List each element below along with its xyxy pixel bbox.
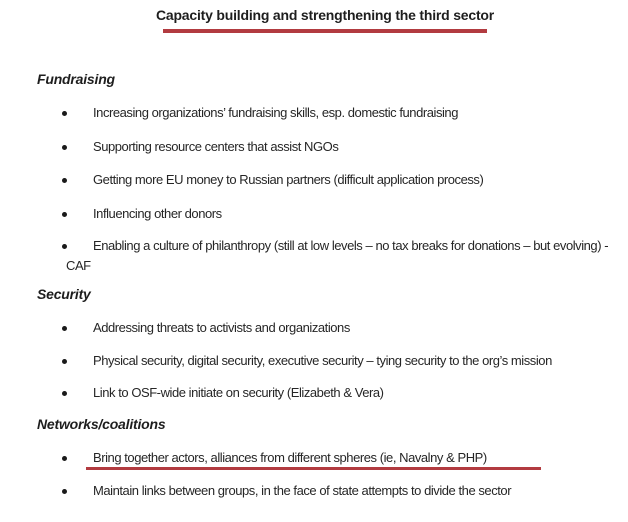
bullet-text: Getting more EU money to Russian partners (difficult application process)	[93, 172, 484, 187]
bullet-text: Influencing other donors	[93, 206, 222, 221]
title-red-underline	[163, 29, 487, 33]
list-item	[0, 170, 618, 190]
bullet-icon	[62, 391, 67, 396]
page-title: Capacity building and strengthening the third sector	[155, 7, 495, 23]
bullet-text: Physical security, digital security, executive security – tying security to the org’s mission	[93, 353, 552, 368]
list-item	[0, 204, 618, 224]
bullet-icon	[62, 326, 67, 331]
bullet-text: Addressing threats to activists and organizations	[93, 320, 350, 335]
bullet-text: Link to OSF-wide initiate on security (Elizabeth & Vera)	[93, 385, 384, 400]
bullet-text: Maintain links between groups, in the face of state attempts to divide the sector	[93, 483, 512, 498]
list-item	[0, 383, 618, 403]
bullet-icon	[62, 489, 67, 494]
section-heading-networks-coalitions: Networks/coalitions	[37, 416, 166, 432]
bullet-icon	[62, 244, 67, 249]
list-item	[0, 351, 618, 371]
bullet-icon	[62, 145, 67, 150]
list-item	[0, 481, 618, 501]
bullet-icon	[62, 456, 67, 461]
bullet-icon	[62, 359, 67, 364]
list-item	[0, 137, 618, 157]
list-item	[0, 318, 618, 338]
bullet-icon	[62, 178, 67, 183]
section-heading-fundraising: Fundraising	[37, 71, 115, 87]
bullet-icon	[62, 111, 67, 116]
bullet-icon	[62, 212, 67, 217]
bullet-red-underline	[86, 467, 541, 470]
section-heading-security: Security	[37, 286, 91, 302]
bullet-text: Bring together actors, alliances from different spheres (ie, Navalny & PHP)	[93, 450, 487, 465]
list-item	[0, 103, 618, 123]
bullet-text: Enabling a culture of philanthropy (still at low levels – no tax breaks for donations – but evolving) - CAF	[66, 238, 609, 273]
bullet-text: Supporting resource centers that assist NGOs	[93, 139, 339, 154]
list-item	[0, 236, 618, 276]
list-item-highlighted	[0, 448, 618, 468]
bullet-text: Increasing organizations’ fundraising skills, esp. domestic fundraising	[93, 105, 458, 120]
